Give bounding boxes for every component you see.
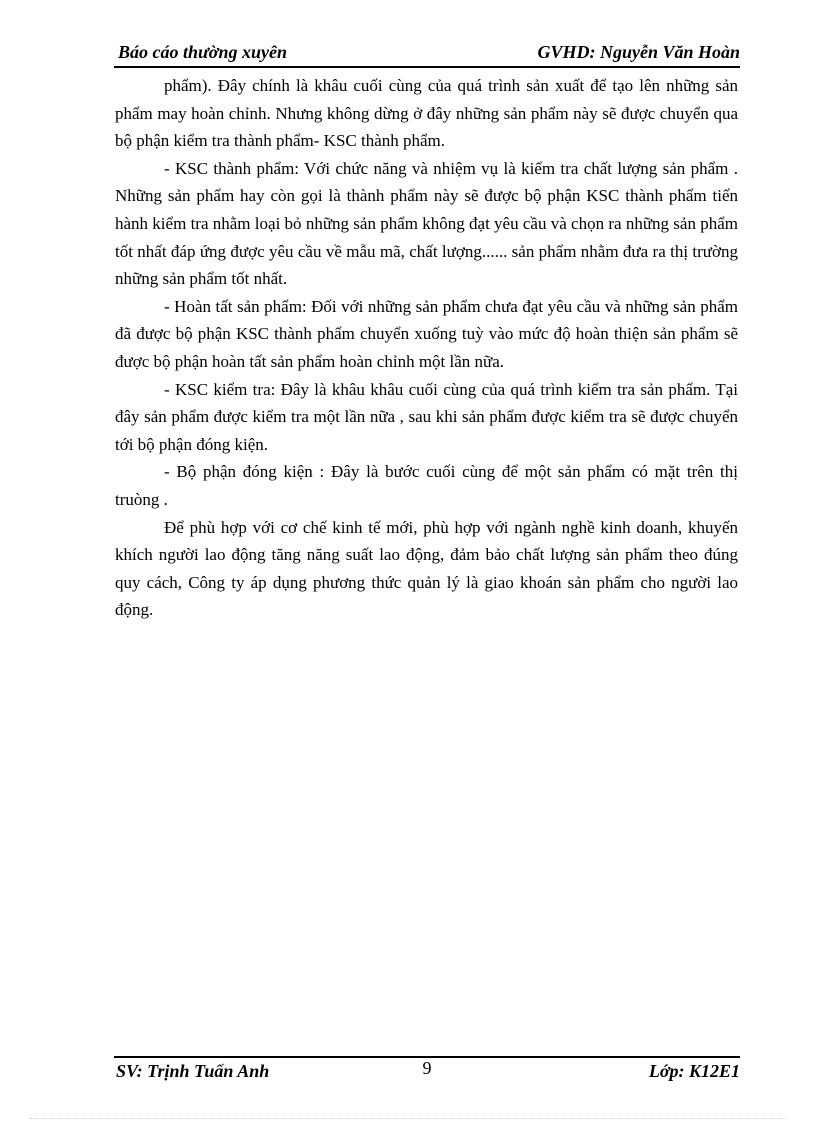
header-supervisor: GVHD: Nguyễn Văn Hoàn <box>537 42 740 62</box>
paragraph: - Hoàn tất sản phẩm: Đối với những sản phẩm chưa đạt yêu cầu và những sản phẩm đã được bộ phận KSC thành phẩm chuyển xuống tuỳ vào mức độ hoàn thiện sản phẩm sẽ được bộ phận hoàn tất sản phẩm hoàn chỉnh một lần nữa. <box>115 296 738 371</box>
paragraph: phẩm). Đây chính là khâu cuối cùng của quá trình sản xuất để tạo lên những sản phẩm may hoàn chỉnh. Nhưng không dừng ở đây những sản phẩm này sẽ được chuyển qua bộ phận kiểm tra thành phẩm- KSC thành phẩm. <box>115 76 738 151</box>
header-report-title: Báo cáo thường xuyên <box>118 42 287 62</box>
page-number: 9 <box>422 1058 432 1078</box>
document-body <box>115 72 738 624</box>
footer-class: Lớp: K12E1 <box>648 1061 740 1081</box>
page-footer <box>114 1056 740 1088</box>
footer-student: SV: Trịnh Tuấn Anh <box>116 1061 270 1081</box>
paragraph: - KSC kiểm tra: Đây là khâu khâu cuối cùng của quá trình kiểm tra sản phẩm. Tại đây sản phẩm được kiểm tra một lần nữa , sau khi sản phẩm được kiểm tra sẽ được chuyển tới bộ phận đóng kiện. <box>115 379 738 454</box>
paragraph: - Bộ phận đóng kiện : Đây là bước cuối cùng để một sản phẩm có mặt trên thị truòng . <box>115 462 738 509</box>
paragraph: - KSC thành phẩm: Với chức năng và nhiệm vụ là kiểm tra chất lượng sản phẩm . Những sản phẩm hay còn gọi là thành phẩm này sẽ được bộ phận KSC thành phẩm tiến hành kiểm tra nhằm loại bỏ những sản phẩm không đạt yêu cầu và chọn ra những sản phẩm tốt nhất đáp ứng được yêu cầu về mẫu mã, chất lượng...... sản phẩm nhằm đưa ra thị trường những sản phẩm tốt nhất. <box>115 158 738 289</box>
paragraph: Để phù hợp với cơ chế kinh tế mới, phù hợp với ngành nghề kinh doanh, khuyến khích người lao động tăng năng suất lao động, đảm bảo chất lượng sản phẩm theo đúng quy cách, Công ty áp dụng phương thức quản lý là giao khoán sản phẩm cho người lao động. <box>115 517 738 620</box>
page-bottom-divider <box>30 1118 786 1119</box>
page-header <box>114 40 740 68</box>
